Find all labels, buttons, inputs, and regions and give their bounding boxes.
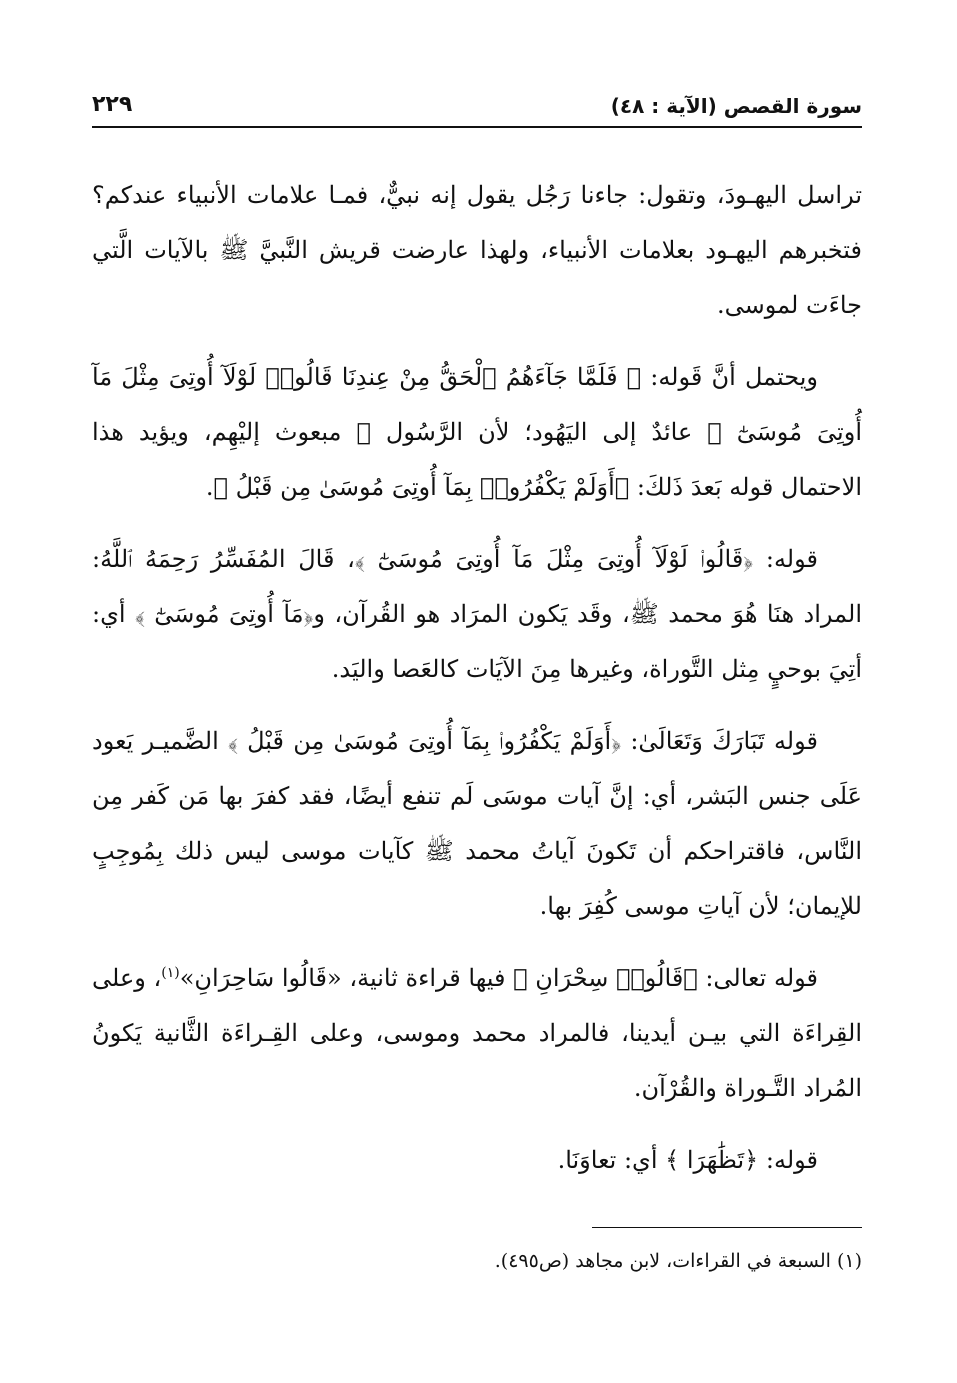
header-divider — [92, 126, 862, 128]
footnote: (١) السبعة في القراءات، لابن مجاهد (ص٤٩٥). — [494, 1250, 862, 1272]
paragraph-5-tail: ، وعلى القِراءَة — [92, 964, 862, 1047]
footnote-divider — [592, 1227, 862, 1228]
paragraph-5-continuation: التي بيـن أيدينا، فالمراد محمد وموسى، وعلى القِـراءَة الثَّانية يَكونُ المُراد التَّـوراة والقُرْآن. — [92, 1019, 862, 1102]
chapter-title: سورة القصص (الآية : ٤٨) — [610, 94, 862, 118]
paragraph-2: ويحتمل أنَّ قَوله: ﴿ فَلَمَّا جَآءَهُمُ ٱلْحَقُّ مِنْ عِندِنَا قَالُوا۟ لَوْلَآ أُوتِىَ مِثْلَ مَآ أُوتِىَ مُوسَىٰٓ ﴾ عائدٌ إلى اليَهُود؛ لأن الرَّسُول ﷺ مبعوث إليْهِم، ويؤيد هذا الاحتمال قوله بَعدَ ذَلكَ: ﴿أَوَلَمْ يَكْفُرُوا۟ بِمَآ أُوتِىَ مُوسَىٰ مِن قَبْلُ ﴾. — [92, 363, 862, 501]
paragraph-4: قوله تَبَارَكَ وَتَعَالَىٰ: ﴿أَوَلَمْ يَكْفُرُوا۟ بِمَآ أُوتِىَ مُوسَىٰ مِن قَبْلُ ﴾ الضَّميـر يَعود عَلَى جنس البَشر، أي: إنَّ آيات موسَى لَم تنفع أيضًا، فقد كفرَ بها مَن كَفر مِن النَّاس، فاقتراحكم أن تَكونَ آياتُ محمد ﷺ كآيات موسى ليس ذلك بِمُوجِبٍ للإيمان؛ لأن آياتِ موسى كُفِرَ بها. — [92, 727, 862, 920]
running-header — [92, 88, 862, 128]
footnote-reference: (١) — [161, 965, 180, 981]
paragraph-3: قوله: ﴿قَالُوا۟ لَوْلَآ أُوتِىَ مِثْلَ مَآ أُوتِىَ مُوسَىٰٓ ﴾، قَالَ المُفَسِّرُ رَحِمَهُ ٱللَّهُ: المراد هنَا هُوَ محمد ﷺ، وقَد يَكون المرَاد هو القُرآن، و﴿مَآ أُوتِىَ مُوسَىٰٓ ﴾ أي: أتِيَ بوحيٍ مِثل التَّوراة، وغيرها مِنَ الآيَات كالعَصا واليَد. — [92, 545, 862, 683]
page-number: ٢٢٩ — [92, 92, 133, 117]
paragraph-5 — [92, 951, 862, 1116]
paragraph-5-text: قوله تعالى: ﴿قَالُوا۟ سِحْرَانِ ﴾ فيها قراءة ثانية، «قَالُوا سَاحِرَانِ» — [179, 964, 819, 992]
paragraph-1: تراسل اليهـودَ، وتقول: جاءنا رَجُل يقول إنه نبيٌّ، فمـا علامات الأنبياء عندكم؟ فتخبرهم اليهـود بعلامات الأنبياء، ولهذا عارضت قريش النَّبيَّ ﷺ بالآيات الَّتي جاءَت لموسى. — [92, 181, 862, 319]
main-text — [92, 168, 862, 1205]
paragraph-6: قوله: ﴿تَظَٰهَرَا ﴾ أي: تعاوَنَا. — [557, 1146, 818, 1174]
